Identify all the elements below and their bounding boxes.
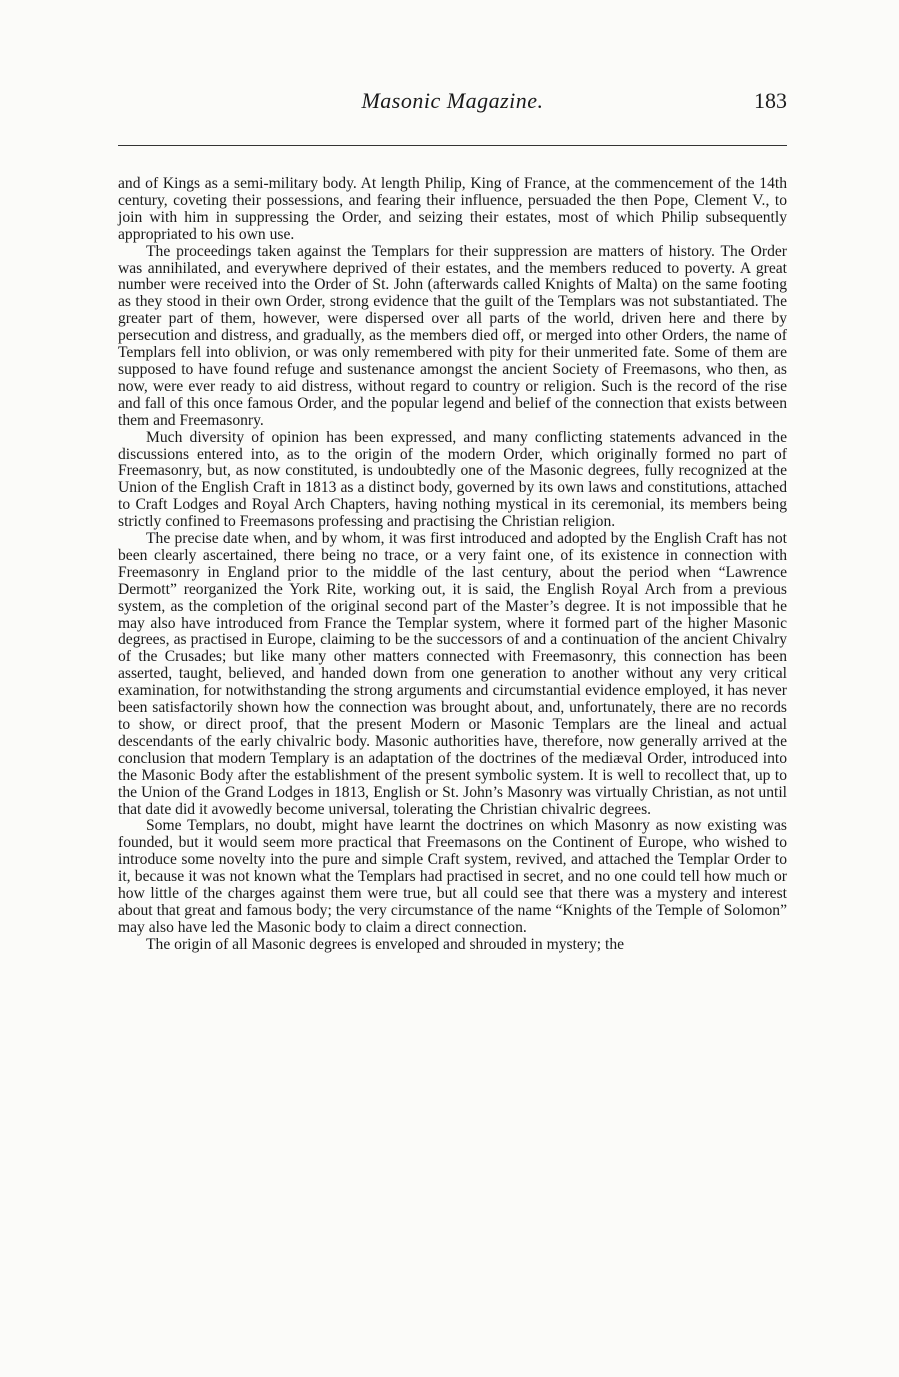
paragraph-6: The origin of all Masonic degrees is enveloped and shrouded in mystery; the xyxy=(146,935,625,953)
paragraph-1: and of Kings as a semi-military body. At length Philip, King of France, at the commencement of the 14th century, coveting their possessions, and fearing their influence, persuaded the then Pope, Clement V., to join with him in suppressing the Order, and seizing their estates, most of which Philip subsequently appropriated to his own use. xyxy=(118,175,787,243)
paragraph-4: The precise date when, and by whom, it was first introduced and adopted by the English Craft has not been clearly ascertained, there being no trace, or a very faint one, of its existence in connection with Freemasonry in England prior to the middle of the last century, about the period when “Lawrence Dermott” reorganized the York Rite, working out, it is said, the English Royal Arch from a previous system, as the completion of the original second part of the Master’s degree. It is not impossible that he may also have introduced from France the Templar system, where it formed part of the higher Masonic degrees, as practised in Europe, claiming to be the successors of and a continuation of the ancient Chivalry of the Crusades; but like many other matters connected with Freemasonry, this connection has been asserted, taught, believed, and handed down from one generation to another without any very critical examination, for notwithstanding the strong arguments and circumstantial evidence employed, it has never been satisfactorily shown how the connection was brought about, and, unfortunately, there are no records to show, or direct proof, that the present Modern or Masonic Templars are the lineal and actual descendants of the early chivalric body. Masonic authorities have, therefore, now generally arrived at the conclusion that modern Templary is an adaptation of the doctrines of the mediæval Order, introduced into the Masonic Body after the establishment of the present symbolic system. It is well to recollect that, up to the Union of the Grand Lodges in 1813, English or St. John’s Masonry was virtually Christian, as not until that date did it avowedly become universal, tolerating the Christian chivalric degrees. xyxy=(118,530,787,818)
running-title: Masonic Magazine. xyxy=(361,88,544,113)
paragraph-5: Some Templars, no doubt, might have learnt the doctrines on which Masonry as now existing was founded, but it would seem more practical that Freemasons on the Continent of Europe, who wished to introduce some novelty into the pure and simple Craft system, revived, and attached the Templar Order to it, because it was not known what the Templars had practised in secret, and no one could tell how much or how little of the charges against them were true, but all could see that there was a mystery and interest about that great and famous body; the very circumstance of the name “Knights of the Temple of Solomon” may also have led the Masonic body to claim a direct connection. xyxy=(118,817,787,936)
article-body xyxy=(118,176,787,954)
paragraph-3: Much diversity of opinion has been expressed, and many conflicting statements advanced in the discussions entered into, as to the origin of the modern Order, which originally formed no part of Freemasonry, but, as now constituted, is undoubtedly one of the Masonic degrees, fully recognized at the Union of the English Craft in 1813 as a distinct body, governed by its own laws and constitutions, attached to Craft Lodges and Royal Arch Chapters, having nothing mystical in its ceremonial, its members being strictly confined to Freemasons professing and practising the Christian religion. xyxy=(118,428,787,531)
page-number: 183 xyxy=(754,88,787,113)
header-rule xyxy=(118,145,787,146)
page-header xyxy=(118,88,787,128)
paragraph-2: The proceedings taken against the Templars for their suppression are matters of history. The Order was annihilated, and everywhere deprived of their estates, and the members reduced to poverty. A great number were received into the Order of St. John (afterwards called Knights of Malta) on the same footing as they stood in their own Order, strong evidence that the guilt of the Templars was not substantiated. The greater part of them, however, were dispersed over all parts of the world, driven here and there by persecution and distress, and gradually, as the members died off, or merged into other Orders, the name of Templars fell into oblivion, or was only remembered with pity for their unmerited fate. Some of them are supposed to have found refuge and sustenance amongst the ancient Society of Freemasons, who then, as now, were ever ready to aid distress, without regard to country or religion. Such is the record of the rise and fall of this once famous Order, and the popular legend and belief of the connection that exists between them and Freemasonry. xyxy=(118,242,787,429)
